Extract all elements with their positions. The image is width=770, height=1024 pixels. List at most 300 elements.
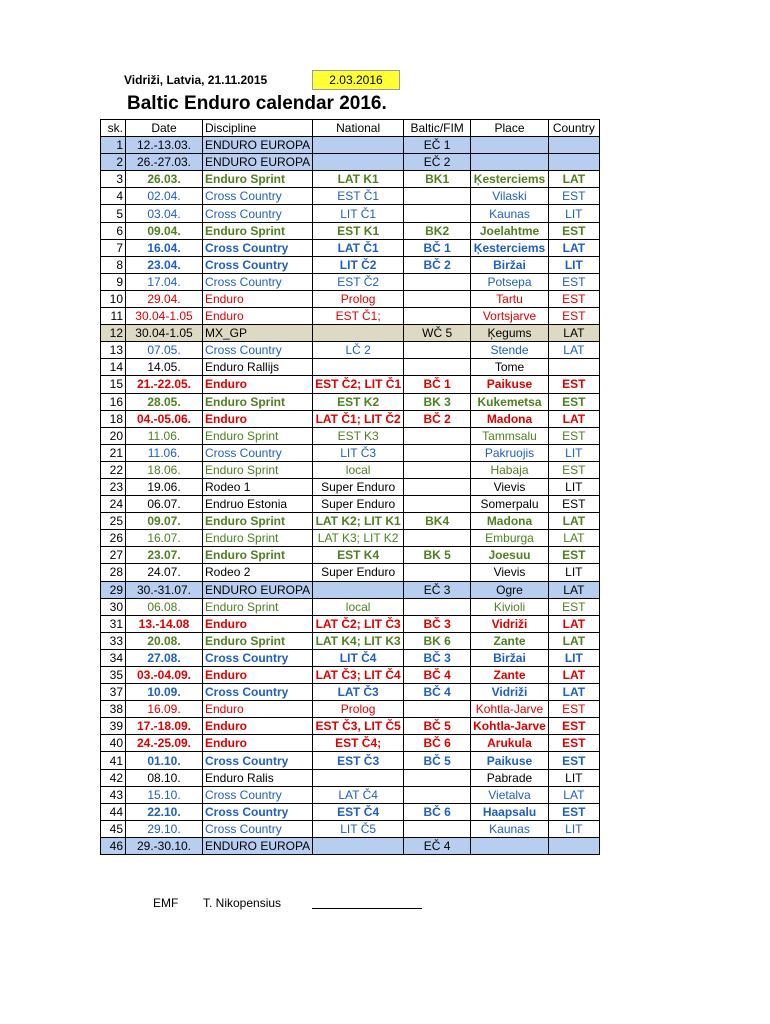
table-row [101,803,600,820]
event-place: Vievis [471,564,549,581]
row-number: 30 [101,598,126,615]
row-number: 22 [101,461,126,478]
event-baltic-fim [404,342,471,359]
event-discipline: MX_GP [203,325,313,342]
table-row [101,735,600,752]
row-number: 6 [101,222,126,239]
row-number: 5 [101,205,126,222]
event-discipline: Cross Country [203,820,313,837]
table-row [101,290,600,307]
row-number: 39 [101,718,126,735]
calendar-body [101,120,600,855]
event-baltic-fim [404,478,471,495]
footer-name: T. Nikopensius [203,896,282,910]
event-discipline: Cross Country [203,273,313,290]
table-row [101,530,600,547]
event-place: Madona [471,513,549,530]
event-discipline: Enduro Sprint [203,427,313,444]
event-place: Kukemetsa [471,393,549,410]
event-national: EST Č2 [313,273,404,290]
event-date: 16.07. [126,530,203,547]
row-number: 26 [101,530,126,547]
event-place: Biržai [471,256,549,273]
event-country: LAT [548,684,599,701]
event-date: 09.04. [126,222,203,239]
row-number: 25 [101,513,126,530]
event-place: Arukula [471,735,549,752]
event-discipline: Enduro Sprint [203,547,313,564]
row-number: 35 [101,667,126,684]
event-place: Kohtla-Jarve [471,718,549,735]
event-discipline: Cross Country [203,786,313,803]
event-discipline: Enduro [203,308,313,325]
row-number: 40 [101,735,126,752]
event-date: 06.08. [126,598,203,615]
event-baltic-fim [404,598,471,615]
row-number: 23 [101,478,126,495]
event-national [313,325,404,342]
table-row [101,273,600,290]
event-date: 03.04. [126,205,203,222]
event-place: Tartu [471,290,549,307]
event-country: LAT [548,513,599,530]
event-country: LIT [548,205,599,222]
event-national: local [313,461,404,478]
event-country [548,154,599,171]
event-national: LIT Č5 [313,820,404,837]
row-number: 18 [101,410,126,427]
event-discipline: Enduro Sprint [203,171,313,188]
row-number: 42 [101,769,126,786]
event-baltic-fim: BČ 6 [404,735,471,752]
event-country [548,837,599,854]
table-row [101,256,600,273]
event-discipline: Enduro Rallijs [203,359,313,376]
event-baltic-fim [404,427,471,444]
event-national: EST Č1; [313,308,404,325]
row-number: 20 [101,427,126,444]
event-country: LAT [548,581,599,598]
event-date: 01.10. [126,752,203,769]
event-national: LIT Č1 [313,205,404,222]
row-number: 10 [101,290,126,307]
event-baltic-fim [404,205,471,222]
event-discipline: Enduro [203,735,313,752]
table-row [101,308,600,325]
column-header: Baltic/FIM [404,120,471,137]
event-discipline: Endruo Estonia [203,496,313,513]
event-country: EST [548,752,599,769]
event-national [313,154,404,171]
event-date: 24.-25.09. [126,735,203,752]
event-place: Vidriži [471,684,549,701]
event-date: 19.06. [126,478,203,495]
event-national: Prolog [313,290,404,307]
event-baltic-fim: BČ 1 [404,239,471,256]
event-baltic-fim: BČ 4 [404,667,471,684]
signature-line [312,896,422,909]
event-place: Tammsalu [471,427,549,444]
event-baltic-fim [404,820,471,837]
event-baltic-fim [404,273,471,290]
event-country: EST [548,598,599,615]
event-country: LAT [548,239,599,256]
event-date: 11.06. [126,444,203,461]
event-national: Super Enduro [313,564,404,581]
event-place [471,837,549,854]
event-discipline: Cross Country [203,803,313,820]
event-baltic-fim: BK1 [404,171,471,188]
event-baltic-fim [404,359,471,376]
event-discipline: Enduro [203,376,313,393]
event-discipline: Enduro [203,290,313,307]
event-baltic-fim: BČ 5 [404,718,471,735]
row-number: 41 [101,752,126,769]
event-country: LAT [548,667,599,684]
event-place: Vidriži [471,615,549,632]
table-row [101,752,600,769]
event-national: LIT Č4 [313,649,404,666]
event-date: 08.10. [126,769,203,786]
event-national: Prolog [313,701,404,718]
event-country: EST [548,308,599,325]
table-row [101,837,600,854]
event-baltic-fim: EČ 1 [404,137,471,154]
event-country: LIT [548,256,599,273]
event-baltic-fim: BČ 3 [404,615,471,632]
event-discipline: Enduro [203,667,313,684]
event-place: Ķegums [471,325,549,342]
event-country: LAT [548,615,599,632]
signature-footer [100,896,700,916]
event-national: EST K1 [313,222,404,239]
event-national: EST K4 [313,547,404,564]
event-country: LIT [548,769,599,786]
event-place: Biržai [471,649,549,666]
event-date: 30.04-1.05 [126,308,203,325]
event-baltic-fim: BČ 4 [404,684,471,701]
row-number: 33 [101,632,126,649]
event-national: LAT Č1; LIT Č2 [313,410,404,427]
event-discipline: ENDURO EUROPA [203,581,313,598]
row-number: 38 [101,701,126,718]
event-discipline: ENDURO EUROPA [203,837,313,854]
event-date: 09.07. [126,513,203,530]
event-date: 07.05. [126,342,203,359]
table-row [101,581,600,598]
row-number: 27 [101,547,126,564]
table-row [101,410,600,427]
table-row [101,478,600,495]
event-country: LAT [548,410,599,427]
table-row [101,342,600,359]
event-discipline: Cross Country [203,752,313,769]
row-number: 2 [101,154,126,171]
row-number: 43 [101,786,126,803]
table-row [101,222,600,239]
event-baltic-fim [404,496,471,513]
table-row [101,496,600,513]
event-national: LAT Č1 [313,239,404,256]
event-country: LIT [548,444,599,461]
table-row [101,444,600,461]
row-number: 45 [101,820,126,837]
event-national: LAT K3; LIT K2 [313,530,404,547]
event-date: 14.05. [126,359,203,376]
event-date: 23.07. [126,547,203,564]
table-row [101,154,600,171]
event-date: 30.-31.07. [126,581,203,598]
event-discipline: ENDURO EUROPA [203,137,313,154]
event-national: LAT Č2; LIT Č3 [313,615,404,632]
event-place: Emburga [471,530,549,547]
table-row [101,359,600,376]
event-place: Paikuse [471,376,549,393]
event-discipline: Cross Country [203,342,313,359]
event-national: EST Č4; [313,735,404,752]
event-date: 02.04. [126,188,203,205]
event-place: Ķesterciems [471,171,549,188]
event-date: 16.04. [126,239,203,256]
event-baltic-fim: EČ 3 [404,581,471,598]
event-country: EST [548,735,599,752]
event-discipline: Enduro Sprint [203,632,313,649]
event-baltic-fim: BK 6 [404,632,471,649]
row-number: 44 [101,803,126,820]
row-number: 1 [101,137,126,154]
event-place: Kivioli [471,598,549,615]
event-place: Paikuse [471,752,549,769]
event-baltic-fim [404,769,471,786]
event-date: 20.08. [126,632,203,649]
event-baltic-fim: BK2 [404,222,471,239]
event-discipline: Enduro [203,615,313,632]
event-baltic-fim: BČ 3 [404,649,471,666]
event-country: EST [548,222,599,239]
event-discipline: Enduro Sprint [203,461,313,478]
event-national: EST Č4 [313,803,404,820]
event-place: Somerpalu [471,496,549,513]
table-row [101,615,600,632]
event-country: EST [548,496,599,513]
row-number: 11 [101,308,126,325]
event-national: EST Č3 [313,752,404,769]
page-title: Baltic Enduro calendar 2016. [127,93,387,114]
event-baltic-fim: BK4 [404,513,471,530]
event-baltic-fim: BČ 1 [404,376,471,393]
row-number: 21 [101,444,126,461]
event-national: LIT Č2 [313,256,404,273]
event-country: EST [548,547,599,564]
event-country: EST [548,461,599,478]
table-row [101,701,600,718]
event-baltic-fim: EČ 2 [404,154,471,171]
event-discipline: Enduro [203,718,313,735]
footer-org: EMF [153,896,179,910]
table-row [101,427,600,444]
table-row [101,137,600,154]
row-number: 15 [101,376,126,393]
row-number: 34 [101,649,126,666]
event-national [313,769,404,786]
event-place: Madona [471,410,549,427]
event-country: LIT [548,820,599,837]
event-place: Ķesterciems [471,239,549,256]
event-country: LAT [548,530,599,547]
event-discipline: Enduro Sprint [203,530,313,547]
event-place: Zante [471,632,549,649]
event-place: Zante [471,667,549,684]
event-baltic-fim [404,308,471,325]
event-date: 17.04. [126,273,203,290]
table-row [101,171,600,188]
event-country: EST [548,803,599,820]
event-national: LAT K2; LIT K1 [313,513,404,530]
event-baltic-fim [404,188,471,205]
event-baltic-fim [404,786,471,803]
event-discipline: Cross Country [203,684,313,701]
event-date: 17.-18.09. [126,718,203,735]
event-place: Joelahtme [471,222,549,239]
event-discipline: Cross Country [203,188,313,205]
event-discipline: Enduro Sprint [203,222,313,239]
row-number: 24 [101,496,126,513]
row-number: 16 [101,393,126,410]
event-country: LAT [548,325,599,342]
row-number: 28 [101,564,126,581]
event-baltic-fim: WČ 5 [404,325,471,342]
event-discipline: Enduro Sprint [203,598,313,615]
event-place: Pakruojis [471,444,549,461]
column-header: Date [126,120,203,137]
table-row [101,820,600,837]
event-national: Super Enduro [313,478,404,495]
event-discipline: Cross Country [203,649,313,666]
event-discipline: Cross Country [203,444,313,461]
event-country: EST [548,701,599,718]
table-row [101,598,600,615]
event-country: LIT [548,649,599,666]
event-date: 22.10. [126,803,203,820]
event-date: 11.06. [126,427,203,444]
event-baltic-fim: BČ 2 [404,256,471,273]
event-national [313,137,404,154]
event-national: LČ 2 [313,342,404,359]
event-place: Joesuu [471,547,549,564]
event-place [471,154,549,171]
column-header: Country [548,120,599,137]
event-country: LAT [548,632,599,649]
event-baltic-fim: BČ 6 [404,803,471,820]
event-country [548,359,599,376]
event-discipline: ENDURO EUROPA [203,154,313,171]
event-baltic-fim: BK 5 [404,547,471,564]
event-date: 23.04. [126,256,203,273]
event-national: Super Enduro [313,496,404,513]
event-baltic-fim [404,530,471,547]
event-date: 28.05. [126,393,203,410]
event-date: 21.-22.05. [126,376,203,393]
event-country: LAT [548,786,599,803]
table-row [101,786,600,803]
table-row [101,769,600,786]
event-national: EST K3 [313,427,404,444]
table-row [101,393,600,410]
event-date: 27.08. [126,649,203,666]
event-date: 03.-04.09. [126,667,203,684]
event-country: EST [548,290,599,307]
event-baltic-fim [404,701,471,718]
event-country: LAT [548,342,599,359]
event-date: 04.-05.06. [126,410,203,427]
event-discipline: Enduro [203,410,313,427]
column-header: National [313,120,404,137]
event-place: Pabrade [471,769,549,786]
row-number: 13 [101,342,126,359]
event-national: LIT Č3 [313,444,404,461]
event-baltic-fim: EČ 4 [404,837,471,854]
event-place: Habaja [471,461,549,478]
event-country: EST [548,393,599,410]
table-row [101,649,600,666]
column-header: Discipline [203,120,313,137]
event-national: LAT Č3; LIT Č4 [313,667,404,684]
event-place: Vietalva [471,786,549,803]
event-country [548,137,599,154]
event-place: Kaunas [471,205,549,222]
event-discipline: Cross Country [203,256,313,273]
row-number: 7 [101,239,126,256]
calendar-table [100,119,600,855]
event-national: EST K2 [313,393,404,410]
event-discipline: Enduro Ralis [203,769,313,786]
event-date: 30.04-1.05 [126,325,203,342]
table-row [101,564,600,581]
row-number: 29 [101,581,126,598]
event-baltic-fim: BK 3 [404,393,471,410]
event-national: local [313,598,404,615]
table-row [101,205,600,222]
column-header: Place [471,120,549,137]
event-discipline: Rodeo 1 [203,478,313,495]
header-place-date: Vidriži, Latvia, 21.11.2015 [124,73,268,87]
event-national: LAT K1 [313,171,404,188]
event-national [313,359,404,376]
event-date: 06.07. [126,496,203,513]
row-number: 12 [101,325,126,342]
event-date: 10.09. [126,684,203,701]
event-discipline: Enduro Sprint [203,513,313,530]
event-place: Stende [471,342,549,359]
event-date: 29.-30.10. [126,837,203,854]
event-place: Haapsalu [471,803,549,820]
table-row [101,667,600,684]
event-country: LAT [548,171,599,188]
event-place [471,137,549,154]
event-date: 16.09. [126,701,203,718]
table-row [101,513,600,530]
event-national: EST Č3, LIT Č5 [313,718,404,735]
table-row [101,239,600,256]
event-date: 12.-13.03. [126,137,203,154]
event-country: LIT [548,564,599,581]
event-discipline: Cross Country [203,239,313,256]
event-national: EST Č1 [313,188,404,205]
event-discipline: Rodeo 2 [203,564,313,581]
event-national [313,837,404,854]
event-national: LAT K4; LIT K3 [313,632,404,649]
event-place: Vilaski [471,188,549,205]
